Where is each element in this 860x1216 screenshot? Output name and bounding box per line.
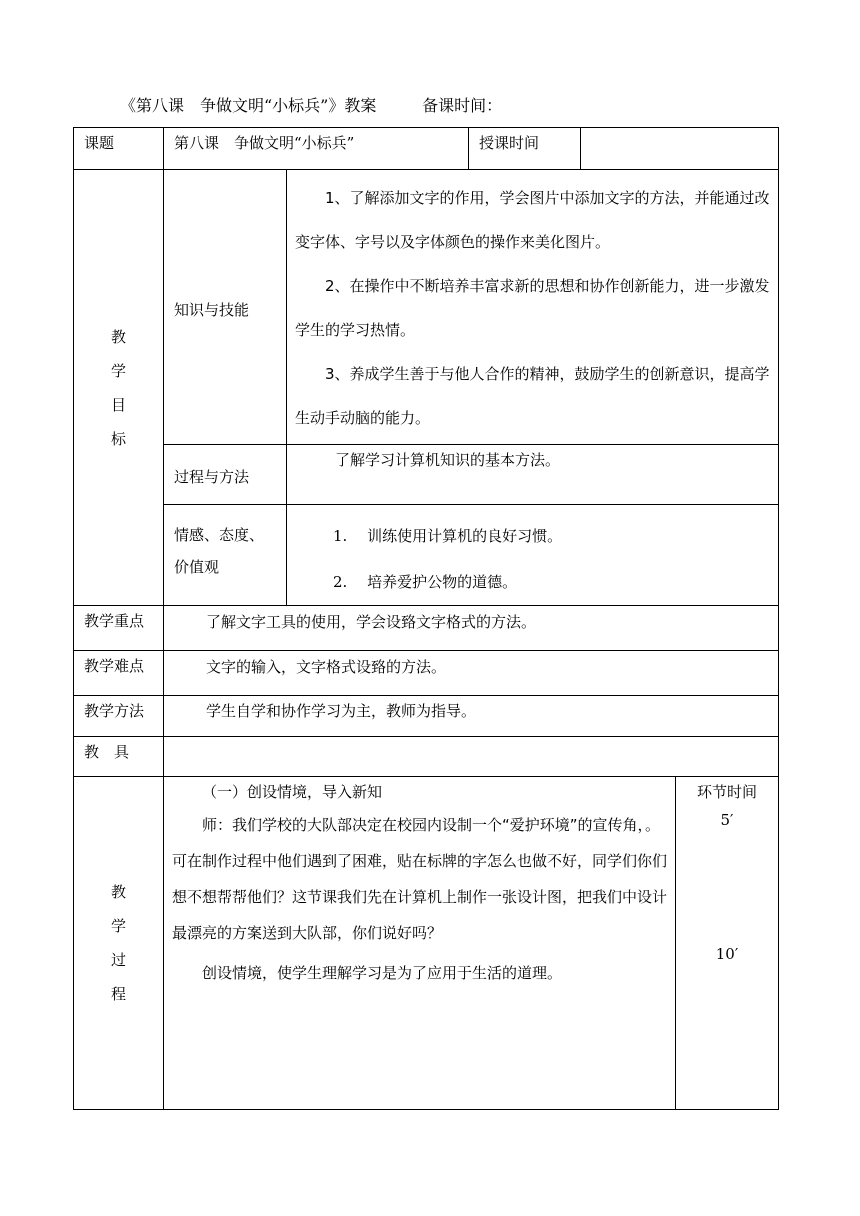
key-value: 了解文字工具的使用，学会设臵文字格式的方法。 bbox=[164, 606, 779, 651]
emotion-row bbox=[74, 505, 779, 606]
step-heading: （一）创设情境，导入新知 bbox=[202, 783, 383, 801]
knowledge-item: 2、在操作中不断培养丰富求新的思想和协作创新能力，进一步激发学生的学习热情。 bbox=[295, 277, 770, 339]
teaching-process-content bbox=[164, 777, 676, 1110]
process-label: 过程与方法 bbox=[164, 445, 287, 505]
tools-row bbox=[74, 737, 779, 777]
knowledge-item: 1、了解添加文字的作用，学会图片中添加文字的方法，并能通过改变字体、字号以及字体颜色的操作来美化图片。 bbox=[295, 189, 770, 251]
class-time-value bbox=[581, 128, 779, 170]
topic-row bbox=[74, 128, 779, 170]
class-time-label: 授课时间 bbox=[469, 128, 581, 170]
time-value: 5′ bbox=[720, 811, 734, 829]
topic-value: 第八课 争做文明“小标兵” bbox=[164, 128, 469, 170]
difficulty-row bbox=[74, 651, 779, 696]
time-column bbox=[676, 777, 779, 1110]
teaching-process-row bbox=[74, 777, 779, 1110]
objectives-label: 教 学 目 标 bbox=[74, 170, 164, 606]
method-row bbox=[74, 696, 779, 737]
knowledge-label: 知识与技能 bbox=[164, 170, 287, 445]
tools-label: 教 具 bbox=[74, 737, 164, 777]
knowledge-item: 3、养成学生善于与他人合作的精神，鼓励学生的创新意识，提高学生动手动脑的能力。 bbox=[295, 365, 770, 427]
emotion-items bbox=[287, 505, 779, 606]
time-header: 环节时间 bbox=[696, 783, 757, 801]
emotion-item: 2. 培养爱护公物的道德。 bbox=[333, 573, 518, 591]
emotion-item: 1. 训练使用计算机的良好习惯。 bbox=[333, 527, 563, 545]
teaching-process-label: 教 学 过 程 bbox=[74, 777, 164, 1110]
method-value: 学生自学和协作学习为主，教师为指导。 bbox=[164, 696, 779, 737]
method-label: 教学方法 bbox=[74, 696, 164, 737]
lesson-plan-table bbox=[73, 127, 779, 1110]
difficulty-value: 文字的输入，文字格式设臵的方法。 bbox=[164, 651, 779, 696]
process-value: 了解学习计算机知识的基本方法。 bbox=[287, 445, 779, 505]
time-value: 10′ bbox=[715, 945, 739, 963]
knowledge-row bbox=[74, 170, 779, 445]
key-row bbox=[74, 606, 779, 651]
emotion-label: 情感、态度、 价值观 bbox=[164, 505, 287, 606]
process-row bbox=[74, 445, 779, 505]
step-summary: 创设情境，使学生理解学习是为了应用于生活的道理。 bbox=[202, 964, 563, 982]
tools-value bbox=[164, 737, 779, 777]
topic-label: 课题 bbox=[74, 128, 164, 170]
key-label: 教学重点 bbox=[74, 606, 164, 651]
difficulty-label: 教学难点 bbox=[74, 651, 164, 696]
document-title: 《第八课 争做文明“小标兵”》教案 备课时间： bbox=[120, 96, 503, 115]
knowledge-items bbox=[287, 170, 779, 445]
step-text: 师：我们学校的大队部决定在校园内设制一个“爱护环境”的宣传角，。可在制作过程中他们遇到了困难，贴在标牌的字怎么也做不好，同学们你们想不想帮帮他们？这节课我们先在计算机上制作一张设计图，把我们中设计最漂亮的方案送到大队部，你们说好吗？ bbox=[172, 816, 668, 942]
